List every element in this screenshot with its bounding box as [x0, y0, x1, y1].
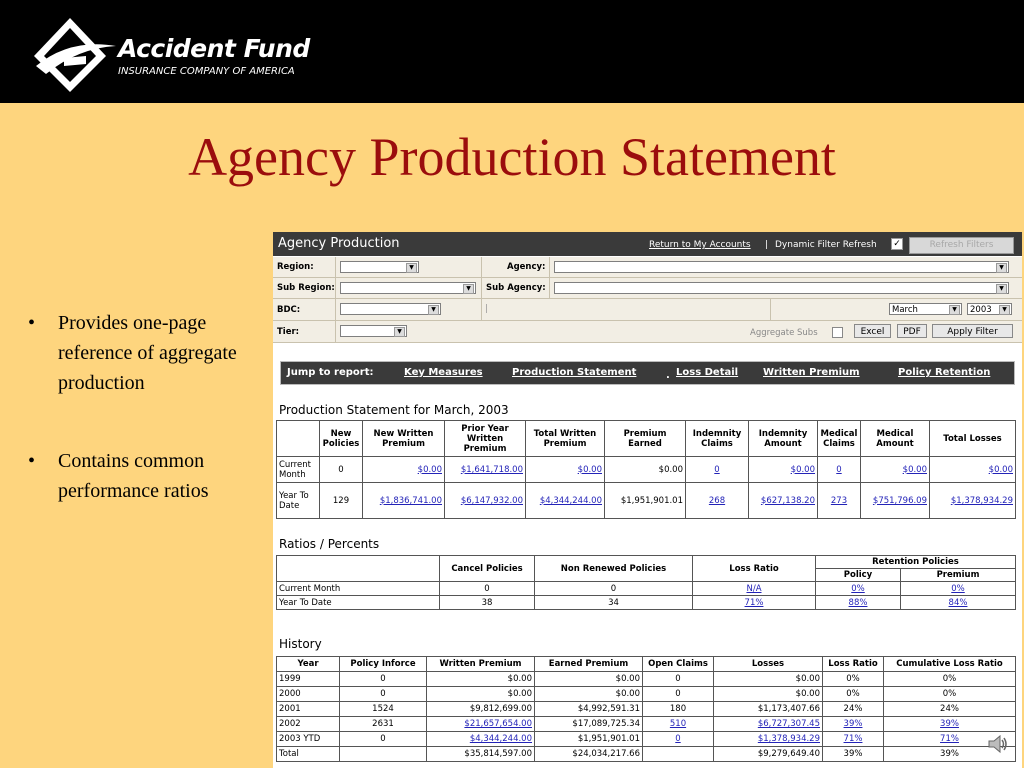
logo-subtitle: INSURANCE COMPANY OF AMERICA: [118, 66, 295, 77]
column-header: Year: [277, 657, 340, 672]
row-label: Year To Date: [277, 483, 320, 519]
table-link[interactable]: $0.00: [577, 464, 602, 475]
subregion-label: Sub Region:: [277, 283, 335, 293]
divider: [335, 257, 336, 277]
filter-row-region: [273, 257, 1022, 278]
chevron-down-icon: ▼: [996, 263, 1007, 273]
table-cell: $4,992,591.31: [535, 702, 643, 717]
table-cell: 0: [340, 687, 427, 702]
row-label: Current Month: [277, 457, 320, 483]
column-header: Medical Claims: [818, 421, 861, 457]
history-heading: History: [279, 637, 322, 651]
column-header: Total Written Premium: [526, 421, 605, 457]
table-cell: 0: [320, 457, 363, 483]
table-cell: 24%: [823, 702, 884, 717]
table-link[interactable]: 84%: [948, 597, 968, 608]
year-value: 2003: [970, 305, 992, 315]
jump-to-report-bar: [280, 361, 1015, 385]
table-cell: 180: [643, 702, 714, 717]
link-loss-detail[interactable]: Loss Detail: [676, 367, 739, 378]
table-header-row: [277, 657, 1016, 672]
table-cell: 39%: [884, 747, 1016, 762]
table-cell: $0.00: [535, 672, 643, 687]
table-cell: 0: [440, 582, 535, 596]
table-cell: $9,812,699.00: [427, 702, 535, 717]
table-cell: $0.00: [535, 687, 643, 702]
table-cell: 0: [340, 732, 427, 747]
chevron-down-icon: ▼: [999, 305, 1010, 315]
dynamic-filter-label: Dynamic Filter Refresh: [775, 240, 877, 250]
jump-label: Jump to report:: [287, 367, 374, 378]
table-cell: 2003 YTD: [277, 732, 340, 747]
bullet-list: [28, 308, 268, 554]
table-cell: $0.00: [605, 457, 686, 483]
table-row-total: [277, 747, 1016, 762]
ratios-table: [276, 555, 1016, 610]
year-select[interactable]: [967, 303, 1012, 315]
table-row: [277, 717, 1016, 732]
column-header: Cumulative Loss Ratio: [884, 657, 1016, 672]
table-cell: 2002: [277, 717, 340, 732]
table-cell: $9,279,649.40: [714, 747, 823, 762]
filter-row-subregion: [273, 278, 1022, 299]
divider: [481, 257, 482, 277]
speaker-icon[interactable]: [987, 733, 1009, 755]
production-heading: Production Statement for March, 2003: [279, 403, 509, 417]
table-link[interactable]: 273: [830, 495, 848, 506]
column-header: New Policies: [320, 421, 363, 457]
column-header: Medical Amount: [861, 421, 930, 457]
tier-label: Tier:: [277, 327, 300, 337]
divider: [770, 299, 771, 320]
table-link[interactable]: $4,344,244.00: [469, 734, 532, 744]
table-row: [277, 732, 1016, 747]
table-row: [277, 457, 1016, 483]
table-cell: 1999: [277, 672, 340, 687]
table-cell: [643, 747, 714, 762]
table-cell: 38: [440, 596, 535, 610]
table-cell: 0%: [823, 687, 884, 702]
table-link[interactable]: $1,836,741.00: [379, 495, 442, 506]
table-cell: 0: [643, 687, 714, 702]
divider: [549, 257, 550, 277]
table-row: [277, 702, 1016, 717]
table-link[interactable]: $0.00: [790, 464, 815, 475]
column-header: Open Claims: [643, 657, 714, 672]
column-header: Total Losses: [930, 421, 1016, 457]
table-link[interactable]: 0%: [951, 583, 965, 594]
table-cell: $0.00: [427, 687, 535, 702]
row-label: Year To Date: [277, 596, 440, 610]
table-cell: 34: [535, 596, 693, 610]
row-label: Current Month: [277, 582, 440, 596]
table-link[interactable]: $627,138.20: [760, 495, 815, 506]
column-header: Prior Year Written Premium: [445, 421, 526, 457]
separator: |: [765, 240, 769, 250]
table-cell: $17,089,725.34: [535, 717, 643, 732]
bullet-text: Provides one-page reference of aggregate production: [58, 312, 237, 394]
aggregate-subs-label: Aggregate Subs: [750, 328, 818, 338]
corner-cell: [277, 556, 440, 582]
table-cell: $1,951,901.01: [535, 732, 643, 747]
table-cell: [340, 747, 427, 762]
table-cell: 0%: [884, 672, 1016, 687]
table-cell: $0.00: [427, 672, 535, 687]
table-cell: 0: [340, 672, 427, 687]
chevron-down-icon: ▼: [406, 263, 417, 273]
filter-row-bdc: [273, 299, 1022, 321]
table-link[interactable]: 0: [675, 734, 681, 744]
app-title: Agency Production: [278, 236, 400, 251]
divider: [335, 321, 336, 342]
chevron-down-icon: ▼: [428, 305, 439, 315]
chevron-down-icon: ▼: [463, 284, 474, 294]
refresh-filters-button[interactable]: Refresh Filters: [909, 237, 1014, 254]
table-cell: 2000: [277, 687, 340, 702]
link-production-statement[interactable]: Production Statement: [512, 367, 637, 378]
table-cell: 1524: [340, 702, 427, 717]
table-link[interactable]: $6,727,307.45: [757, 719, 820, 729]
column-header: Premium: [901, 569, 1016, 582]
table-link[interactable]: $0.00: [902, 464, 927, 475]
table-link[interactable]: 71%: [744, 597, 764, 608]
filter-row-tier: [273, 321, 1022, 343]
table-cell: 129: [320, 483, 363, 519]
table-link[interactable]: 71%: [940, 734, 959, 744]
divider: [335, 299, 336, 320]
table-cell: $1,951,901.01: [605, 483, 686, 519]
column-header: Loss Ratio: [823, 657, 884, 672]
return-to-accounts-link[interactable]: Return to My Accounts: [649, 240, 751, 250]
divider: [335, 278, 336, 298]
column-header: Premium Earned: [605, 421, 686, 457]
column-header: Policy Inforce: [340, 657, 427, 672]
table-cell: $24,034,217.66: [535, 747, 643, 762]
excel-button[interactable]: Excel: [854, 324, 891, 338]
divider: [481, 278, 482, 298]
table-link[interactable]: $751,796.09: [872, 495, 927, 506]
pdf-button[interactable]: PDF: [897, 324, 927, 338]
app-title-bar: [273, 232, 1022, 256]
table-cell: $1,173,407.66: [714, 702, 823, 717]
column-header: Policy: [816, 569, 901, 582]
table-link[interactable]: 0: [714, 464, 720, 475]
table-row: [277, 483, 1016, 519]
table-row: [277, 582, 1016, 596]
logo-name: Accident Fund: [118, 34, 310, 63]
link-key-measures[interactable]: Key Measures: [404, 367, 483, 378]
column-header: Earned Premium: [535, 657, 643, 672]
table-cell: $0.00: [714, 687, 823, 702]
table-link[interactable]: $1,641,718.00: [460, 464, 523, 475]
table-link[interactable]: 0%: [851, 583, 865, 594]
column-header: Retention Policies: [816, 556, 1016, 569]
column-header: Indemnity Claims: [686, 421, 749, 457]
table-cell: 0: [535, 582, 693, 596]
table-link[interactable]: 0: [836, 464, 842, 475]
column-header: Indemnity Amount: [749, 421, 818, 457]
table-link[interactable]: 71%: [843, 734, 863, 744]
table-cell: 0%: [884, 687, 1016, 702]
bdc-label: BDC:: [277, 305, 301, 315]
month-select[interactable]: [889, 303, 962, 315]
table-row: [277, 596, 1016, 610]
cursor-mark: |: [485, 304, 489, 314]
table-link[interactable]: 39%: [843, 719, 863, 729]
table-link[interactable]: 88%: [848, 597, 868, 608]
table-row: [277, 672, 1016, 687]
table-link[interactable]: $1,378,934.29: [950, 495, 1013, 506]
table-link[interactable]: $4,344,244.00: [539, 495, 602, 506]
table-link[interactable]: 510: [669, 719, 687, 729]
table-cell: 39%: [823, 747, 884, 762]
column-header: Losses: [714, 657, 823, 672]
table-link[interactable]: $1,378,934.29: [757, 734, 820, 744]
table-cell: Total: [277, 747, 340, 762]
history-table: [276, 656, 1016, 762]
column-header: New Written Premium: [363, 421, 445, 457]
bullet-text: Contains common performance ratios: [58, 450, 209, 502]
production-table: [276, 420, 1016, 519]
region-select[interactable]: [340, 261, 419, 273]
table-cell: 24%: [884, 702, 1016, 717]
ratios-heading: Ratios / Percents: [279, 537, 380, 551]
agency-label: Agency:: [507, 262, 546, 272]
region-label: Region:: [277, 262, 314, 272]
link-written-premium[interactable]: Written Premium: [763, 367, 860, 378]
bullet-dot: •: [28, 312, 36, 334]
chevron-down-icon: ▼: [996, 284, 1007, 294]
column-header: Cancel Policies: [440, 556, 535, 582]
bullet-item: [28, 446, 268, 506]
jump-dot: .: [666, 370, 670, 381]
divider: [481, 299, 482, 320]
table-cell: 2631: [340, 717, 427, 732]
aggregate-subs-checkbox[interactable]: [832, 327, 843, 338]
subagency-select[interactable]: [554, 282, 1009, 294]
table-cell: 0: [643, 672, 714, 687]
table-header-row: [277, 556, 1016, 569]
table-cell: $35,814,597.00: [427, 747, 535, 762]
divider: [549, 278, 550, 298]
chevron-down-icon: ▼: [949, 305, 960, 315]
apply-filter-button[interactable]: Apply Filter: [932, 324, 1013, 338]
table-link[interactable]: N/A: [746, 583, 762, 594]
agency-production-window: [273, 232, 1022, 768]
table-row: [277, 687, 1016, 702]
header-band: [0, 0, 1024, 103]
bdc-select[interactable]: [340, 303, 441, 315]
table-link[interactable]: 268: [708, 495, 726, 506]
subagency-label: Sub Agency:: [486, 283, 546, 293]
month-value: March: [892, 305, 918, 315]
table-cell: 0%: [823, 672, 884, 687]
bullet-dot: •: [28, 450, 36, 472]
column-header: Loss Ratio: [693, 556, 816, 582]
table-cell: 2001: [277, 702, 340, 717]
bullet-item: [28, 308, 268, 398]
tier-select[interactable]: [340, 325, 407, 337]
column-header: Non Renewed Policies: [535, 556, 693, 582]
table-link[interactable]: $0.00: [417, 464, 442, 475]
table-link[interactable]: $6,147,932.00: [460, 495, 523, 506]
chevron-down-icon: ▼: [394, 327, 405, 337]
slide-title: Agency Production Statement: [188, 127, 836, 187]
subregion-select[interactable]: [340, 282, 476, 294]
column-header: Written Premium: [427, 657, 535, 672]
table-link[interactable]: $21,657,654.00: [464, 719, 532, 729]
table-link[interactable]: $0.00: [988, 464, 1013, 475]
agency-select[interactable]: [554, 261, 1009, 273]
corner-cell: [277, 421, 320, 457]
table-link[interactable]: 39%: [940, 719, 959, 729]
table-header-row: [277, 421, 1016, 457]
table-cell: $0.00: [714, 672, 823, 687]
dynamic-filter-checkbox[interactable]: ✓: [891, 238, 903, 250]
link-policy-retention[interactable]: Policy Retention: [898, 367, 991, 378]
